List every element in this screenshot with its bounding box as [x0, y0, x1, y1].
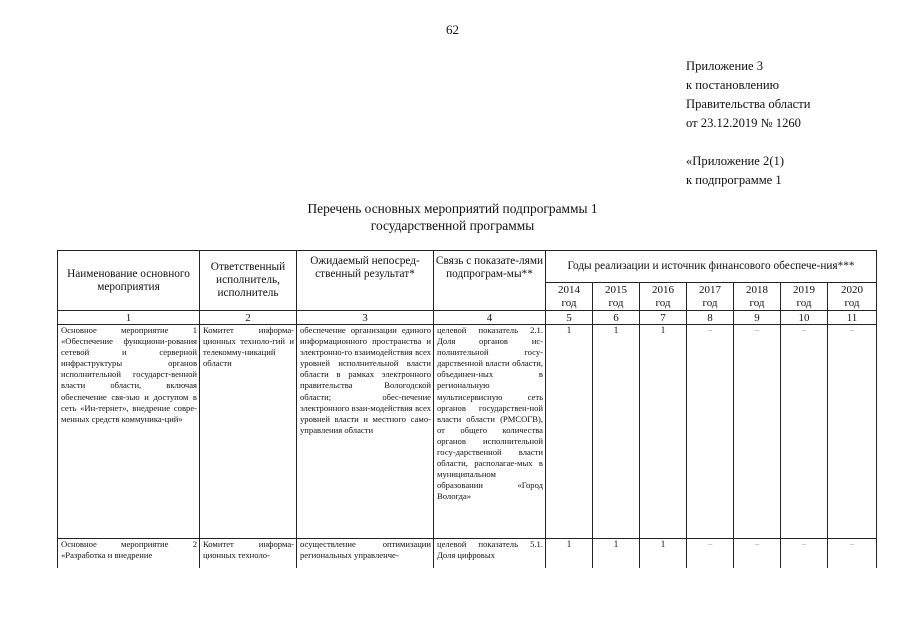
- appendix-line: Правительства области: [686, 97, 811, 111]
- year-label: 2020: [841, 283, 863, 296]
- year-header-4: [734, 283, 781, 311]
- column-number: 7: [640, 311, 687, 325]
- year-label: 2015: [605, 283, 627, 296]
- title-line-2: государственной программы: [370, 218, 535, 233]
- cell-name: Основное мероприятие 2 «Разработка и внедрение: [58, 539, 200, 569]
- title-line-1: Перечень основных мероприятий подпрограммы 1: [307, 201, 598, 216]
- year-header-3: [687, 283, 734, 311]
- year-header-1: [593, 283, 640, 311]
- column-number: 10: [781, 311, 828, 325]
- appendix-line: от 23.12.2019 № 1260: [686, 116, 801, 130]
- document-title: [0, 200, 905, 234]
- year-header-2: [640, 283, 687, 311]
- year-suffix: год: [655, 296, 671, 309]
- page-number: 62: [446, 22, 459, 37]
- header-executor: Ответственный исполнитель, исполнитель: [200, 251, 297, 311]
- column-number: 9: [734, 311, 781, 325]
- year-value: –: [734, 325, 781, 539]
- header-result: Ожидаемый непосред-ственный результат*: [297, 251, 434, 311]
- measures-table: [57, 250, 877, 568]
- year-value: –: [781, 539, 828, 569]
- year-suffix: год: [796, 296, 812, 309]
- year-suffix: год: [749, 296, 765, 309]
- column-number: 2: [200, 311, 297, 325]
- year-value: 1: [593, 539, 640, 569]
- column-number: 8: [687, 311, 734, 325]
- year-value: –: [828, 325, 877, 539]
- year-suffix: год: [561, 296, 577, 309]
- cell-link: целевой показатель 2.1. Доля органов ис-полнительной госу-дарственной власти области, объединен-ных в региональную мультисервисную сеть органов государствен-ной власти области (РМСОГВ), от общего количества органов исполнительной госу-дарственной власти области, располагае-мых в муниципальном образовании «Город Вологда»: [434, 325, 546, 539]
- year-suffix: год: [844, 296, 860, 309]
- year-header-5: [781, 283, 828, 311]
- year-value: –: [734, 539, 781, 569]
- year-value: –: [828, 539, 877, 569]
- year-label: 2014: [558, 283, 580, 296]
- year-label: 2019: [793, 283, 815, 296]
- year-label: 2017: [699, 283, 721, 296]
- column-number: 6: [593, 311, 640, 325]
- column-number: 1: [58, 311, 200, 325]
- appendix-line: к подпрограмме 1: [686, 173, 782, 187]
- appendix-line: Приложение 3: [686, 59, 764, 73]
- column-number: 11: [828, 311, 877, 325]
- cell-result: осуществление оптимизации региональных управленче-: [297, 539, 434, 569]
- year-value: –: [687, 325, 734, 539]
- year-value: –: [687, 539, 734, 569]
- column-number: 4: [434, 311, 546, 325]
- year-label: 2018: [746, 283, 768, 296]
- cell-executor: Комитет информа-ционных техноло-гий и телекомму-никаций области: [200, 325, 297, 539]
- year-value: 1: [640, 325, 687, 539]
- year-value: 1: [546, 539, 593, 569]
- year-value: –: [781, 325, 828, 539]
- cell-executor: Комитет информа-ционных техноло-: [200, 539, 297, 569]
- header-years: Годы реализации и источник финансового обеспече-ния***: [546, 251, 877, 283]
- header-link: Связь с показате-лями подпрограм-мы**: [434, 251, 546, 311]
- cell-result: обеспечение организации единого информационного пространства и электронно-го взаимодействия всех уровней исполнительной власти области в рамках электронного правительства Вологодской области; обес-печение электронного взаи-модействия всех уровней власти и местного само-управления области: [297, 325, 434, 539]
- cell-link: целевой показатель 5.1. Доля цифровых: [434, 539, 546, 569]
- appendix-line: к постановлению: [686, 78, 780, 92]
- appendix-line: «Приложение 2(1): [686, 154, 785, 168]
- year-value: 1: [640, 539, 687, 569]
- cell-name: Основное мероприятие 1 «Обеспечение функциони-рования сетевой и серверной инфраструктуры органов исполнительной государст-венной власти области, включая обеспечение свя-зью и доступом в сеть «Ин-тернет», внедрение совре-менных средств коммуника-ций»: [58, 325, 200, 539]
- measures-table-wrapper: [57, 250, 879, 568]
- year-header-6: [828, 283, 877, 311]
- appendix-block: [686, 57, 811, 190]
- column-number: 5: [546, 311, 593, 325]
- year-value: 1: [546, 325, 593, 539]
- year-value: 1: [593, 325, 640, 539]
- header-name: Наименование основного мероприятия: [58, 251, 200, 311]
- year-label: 2016: [652, 283, 674, 296]
- year-suffix: год: [608, 296, 624, 309]
- column-number: 3: [297, 311, 434, 325]
- year-header-0: [546, 283, 593, 311]
- year-suffix: год: [702, 296, 718, 309]
